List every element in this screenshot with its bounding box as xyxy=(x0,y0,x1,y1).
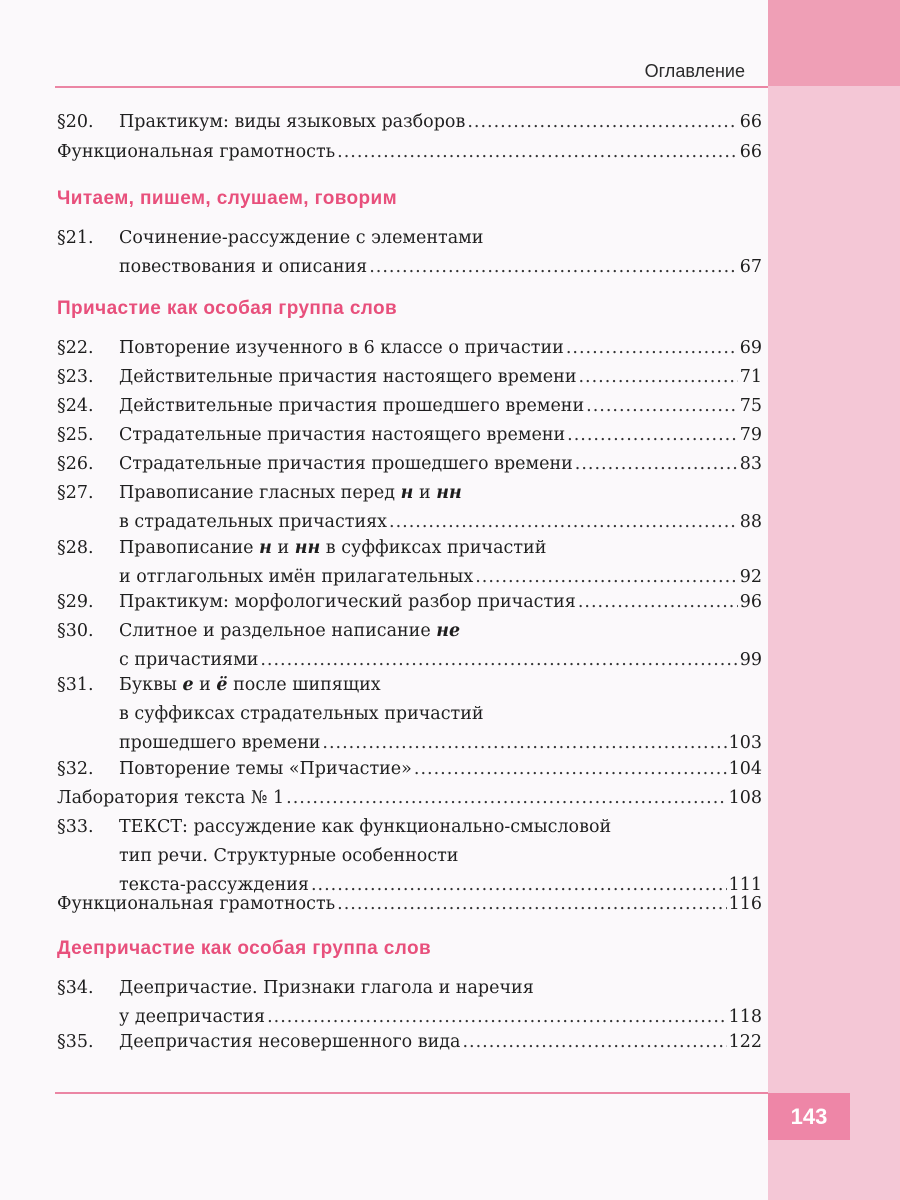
entry-number: §35. xyxy=(57,1032,94,1052)
toc-entry[interactable] xyxy=(57,890,762,919)
entry-page-number: 83 xyxy=(739,454,762,474)
page-number: 143 xyxy=(768,1093,850,1140)
entry-title-line: Лаборатория текста № 1 xyxy=(57,788,285,808)
section-heading: Деепричастие как особая группа слов xyxy=(57,938,432,959)
toc-entry[interactable] xyxy=(57,813,762,900)
toc-entry[interactable] xyxy=(57,1028,762,1057)
dot-leader xyxy=(462,1028,726,1057)
toc-entry[interactable] xyxy=(57,421,762,450)
entry-title-line: Правописание н и нн в суффиксах причастий xyxy=(119,538,547,558)
entry-page-number: 118 xyxy=(728,1007,762,1027)
dot-leader xyxy=(337,890,726,919)
entry-title-line: Практикум: морфологический разбор причастия xyxy=(119,592,576,612)
entry-number: §26. xyxy=(57,454,94,474)
toc-entry[interactable] xyxy=(57,617,762,675)
entry-page-number: 116 xyxy=(728,894,762,914)
entry-page-number: 79 xyxy=(739,425,762,445)
entry-title-line: в суффиксах страдательных причастий xyxy=(119,704,484,724)
entry-page-number: 99 xyxy=(739,650,762,670)
entry-title-line: Деепричастия несовершенного вида xyxy=(119,1032,461,1052)
entry-page-number: 88 xyxy=(739,512,762,532)
toc-entry[interactable] xyxy=(57,363,762,392)
dot-leader xyxy=(578,363,737,392)
entry-number: §34. xyxy=(57,978,94,998)
entry-page-number: 75 xyxy=(739,396,762,416)
header-rule xyxy=(55,86,768,88)
entry-page-number: 69 xyxy=(739,338,762,358)
dot-leader xyxy=(369,253,738,282)
entry-number: §33. xyxy=(57,817,94,837)
entry-page-number: 104 xyxy=(728,759,762,779)
entry-title-line: у деепричастия xyxy=(119,1007,266,1027)
dot-leader xyxy=(286,784,726,813)
entry-number: §21. xyxy=(57,228,94,248)
entry-title-line: с причастиями xyxy=(119,650,259,670)
toc-entry[interactable] xyxy=(57,755,762,784)
toc-entry[interactable] xyxy=(57,588,762,617)
entry-number: §28. xyxy=(57,538,94,558)
entry-title-line: Функциональная грамотность xyxy=(57,894,336,914)
entry-number: §29. xyxy=(57,592,94,612)
entry-title-line: Повторение темы «Причастие» xyxy=(119,759,412,779)
entry-number: §32. xyxy=(57,759,94,779)
entry-page-number: 71 xyxy=(739,367,762,387)
entry-page-number: 103 xyxy=(728,733,762,753)
toc-entry[interactable] xyxy=(57,392,762,421)
entry-title-line: ТЕКСТ: рассуждение как функционально-смысловой xyxy=(119,817,612,837)
entry-page-number: 92 xyxy=(739,567,762,587)
toc-entry[interactable] xyxy=(57,784,762,813)
entry-number: §27. xyxy=(57,483,94,503)
dot-leader xyxy=(578,588,738,617)
dot-leader xyxy=(567,421,738,450)
entry-number: §23. xyxy=(57,367,94,387)
dot-leader xyxy=(575,450,738,479)
entry-page-number: 66 xyxy=(739,142,762,162)
toc-entry[interactable] xyxy=(57,671,762,758)
toc-entry[interactable] xyxy=(57,334,762,363)
toc-entry[interactable] xyxy=(57,479,762,537)
entry-title-line: тип речи. Структурные особенности xyxy=(119,846,459,866)
dot-leader xyxy=(467,108,737,137)
dot-leader xyxy=(586,392,738,421)
right-margin-header-band xyxy=(768,0,900,86)
entry-title-line: Деепричастие. Признаки глагола и наречия xyxy=(119,978,534,998)
entry-title-line: Страдательные причастия прошедшего времени xyxy=(119,454,573,474)
entry-title-line: Практикум: виды языковых разборов xyxy=(119,112,466,132)
toc-entry[interactable] xyxy=(57,534,762,592)
dot-leader xyxy=(337,138,738,167)
entry-title-line: Повторение изученного в 6 классе о причастии xyxy=(119,338,564,358)
toc-entry[interactable] xyxy=(57,138,762,167)
page-header-title: Оглавление xyxy=(644,61,745,81)
toc-entry[interactable] xyxy=(57,974,762,1032)
toc-entry[interactable] xyxy=(57,224,762,282)
dot-leader xyxy=(322,729,726,758)
entry-number: §25. xyxy=(57,425,94,445)
entry-page-number: 122 xyxy=(728,1032,762,1052)
right-margin-band xyxy=(768,0,900,1200)
footer-rule xyxy=(55,1092,768,1094)
section-heading: Причастие как особая группа слов xyxy=(57,298,398,319)
entry-number: §24. xyxy=(57,396,94,416)
entry-page-number: 108 xyxy=(728,788,762,808)
entry-title-line: в страдательных причастиях xyxy=(119,512,388,532)
entry-title-line: и отглагольных имён прилагательных xyxy=(119,567,474,587)
entry-page-number: 111 xyxy=(728,875,762,895)
section-heading: Читаем, пишем, слушаем, говорим xyxy=(57,188,398,209)
entry-title-line: текста-рассуждения xyxy=(119,875,309,895)
entry-number: §30. xyxy=(57,621,94,641)
entry-page-number: 67 xyxy=(739,257,762,277)
entry-number: §22. xyxy=(57,338,94,358)
entry-title-line: Страдательные причастия настоящего времени xyxy=(119,425,566,445)
dot-leader xyxy=(414,755,727,784)
dot-leader xyxy=(566,334,738,363)
entry-number: §31. xyxy=(57,675,94,695)
toc-entry[interactable] xyxy=(57,108,762,137)
entry-title-line: повествования и описания xyxy=(119,257,368,277)
entry-page-number: 66 xyxy=(739,112,762,132)
entry-title-line: Правописание гласных перед н и нн xyxy=(119,483,462,503)
entry-page-number: 96 xyxy=(739,592,762,612)
entry-title-line: Буквы е и ё после шипящих xyxy=(119,675,381,695)
entry-title-line: Сочинение-рассуждение с элементами xyxy=(119,228,484,248)
toc-entry[interactable] xyxy=(57,450,762,479)
entry-title-line: Функциональная грамотность xyxy=(57,142,336,162)
entry-title-line: Действительные причастия настоящего времени xyxy=(119,367,577,387)
entry-number: §20. xyxy=(57,112,94,132)
dot-leader xyxy=(389,508,738,537)
entry-title-line: Слитное и раздельное написание не xyxy=(119,621,461,641)
entry-title-line: прошедшего времени xyxy=(119,733,321,753)
entry-title-line: Действительные причастия прошедшего времени xyxy=(119,396,585,416)
